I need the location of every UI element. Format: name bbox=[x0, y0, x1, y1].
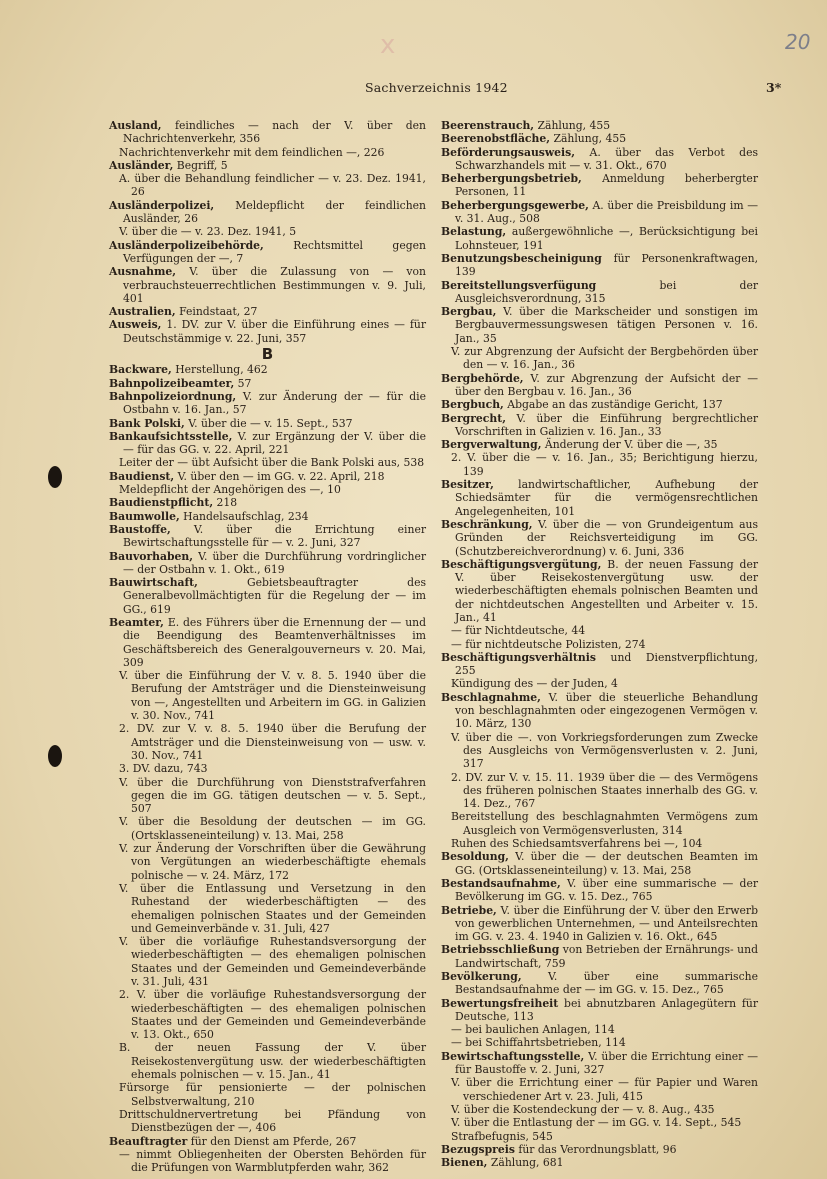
index-reference: Abgabe an das zuständige Gericht, 137 bbox=[507, 398, 723, 412]
index-subentry: V. über die —. von Vorkriegsforderungen zum Zwecke des Ausgleichs von Vermögensverlusten v. 2. Juni, 317 bbox=[451, 730, 758, 771]
index-keyword: Bergverwaltung, bbox=[441, 438, 542, 452]
index-subentry: V. zur Abgrenzung der Aufsicht der Bergbehörden über den — v. 16. Jan., 36 bbox=[451, 345, 758, 372]
index-reference: V. über die — v. 15. Sept., 537 bbox=[188, 416, 353, 430]
index-entry bbox=[109, 377, 426, 390]
index-subentry: V. über die Errichtung einer — für Papier und Waren verschiedener Art v. 23. Juli, 415 bbox=[451, 1076, 758, 1103]
index-keyword: Beerenstrauch, bbox=[441, 119, 535, 132]
index-entry bbox=[441, 146, 758, 173]
index-reference: außergewöhnliche —, Berücksichtigung bei Lohnsteuer, 191 bbox=[455, 225, 758, 252]
index-entry bbox=[441, 252, 758, 279]
index-keyword: Australien, bbox=[109, 305, 176, 319]
index-reference: V. über die steuerliche Behandlung von beschlagnahmten oder eingezogenen Vermögen v. 10. März, 130 bbox=[455, 690, 758, 731]
index-keyword: Beschäftigungsvergütung, bbox=[441, 557, 602, 571]
index-keyword: Bauwirtschaft, bbox=[109, 576, 198, 590]
index-reference: 218 bbox=[216, 496, 238, 510]
index-reference: V. zur Ergänzung der V. über die — für das GG. v. 22. April, 221 bbox=[123, 429, 426, 457]
index-entry bbox=[441, 199, 758, 226]
index-reference: V. zur Abgrenzung der Aufsicht der — über den Bergbau v. 16. Jan., 36 bbox=[455, 371, 759, 398]
index-keyword: Ausländerpolizei, bbox=[109, 198, 215, 212]
index-subentry: — nimmt Obliegenheiten der Obersten Behörden für die Prüfungen von Warmblutpferden wahr, 362 bbox=[119, 1147, 426, 1175]
index-entry bbox=[109, 523, 426, 550]
index-keyword: Bewertungsfreiheit bbox=[441, 996, 559, 1010]
index-entry bbox=[109, 305, 426, 318]
index-subentry: — bei Schiffahrtsbetrieben, 114 bbox=[451, 1036, 626, 1050]
index-entry bbox=[441, 877, 758, 904]
index-keyword: Bankaufsichtsstelle, bbox=[109, 429, 233, 443]
index-keyword: Bank Polski, bbox=[109, 416, 185, 430]
index-entry bbox=[441, 970, 758, 997]
index-keyword: Betriebe, bbox=[441, 903, 497, 917]
index-keyword: Belastung, bbox=[441, 225, 507, 239]
index-entry bbox=[109, 199, 426, 226]
index-entry bbox=[441, 1143, 758, 1156]
index-keyword: Bienen, bbox=[441, 1156, 488, 1170]
index-subentry: V. zur Änderung der Vorschriften über die Gewährung von Vergütungen an wiederbeschäftigte ehemals polnische — v. 24. März, 172 bbox=[119, 842, 426, 882]
index-keyword: Ausnahme, bbox=[109, 265, 177, 279]
index-keyword: Betriebsschließung bbox=[441, 943, 560, 957]
index-keyword: Bestandsaufnahme, bbox=[441, 876, 561, 890]
index-subentry: V. über die Einführung der V. v. 8. 5. 1940 über die Berufung der Amtsträger und die Diensteinweisung von —, Angestellten und Arbeitern im GG. in Galizien v. 30. Nov., 741 bbox=[119, 669, 426, 723]
index-keyword: Benutzungsbescheinigung bbox=[441, 251, 602, 265]
index-column-left bbox=[109, 119, 426, 1174]
index-entry bbox=[441, 904, 758, 944]
index-reference: bei der Ausgleichsverordnung, 315 bbox=[455, 278, 758, 305]
index-reference: für den Dienst am Pferde, 267 bbox=[190, 1134, 357, 1148]
index-entry bbox=[441, 558, 758, 624]
punch-hole-top bbox=[48, 466, 62, 488]
index-subentry: 2. DV. zur V. v. 15. 11. 1939 über die — des Vermögens des früheren polnischen Staates innerhalb des GG. v. 14. Dez., 767 bbox=[451, 770, 758, 811]
index-keyword: Ausländer, bbox=[109, 158, 174, 172]
index-subentry: 2. V. über die — v. 16. Jan., 35; Berichtigung hierzu, 139 bbox=[451, 451, 758, 478]
index-reference: V. über die Durchführung vordringlicher — der Ostbahn v. 1. Okt., 619 bbox=[123, 549, 426, 576]
index-entry bbox=[441, 943, 758, 970]
index-keyword: Bevölkerung, bbox=[441, 970, 522, 983]
index-keyword: Ausländerpolizeibehörde, bbox=[109, 238, 264, 252]
index-entry bbox=[109, 430, 426, 457]
index-entry bbox=[441, 478, 758, 518]
index-keyword: Ausweis, bbox=[109, 318, 162, 332]
index-reference: A. über das Verbot des Schwarzhandels mit — v. 31. Okt., 670 bbox=[455, 145, 759, 172]
index-subentry: V. über die Besoldung der deutschen — im GG. (Ortsklasseneinteilung) v. 13. Mai, 258 bbox=[119, 815, 426, 842]
index-subentry: Fürsorge für pensionierte — der polnischen Selbstverwaltung, 210 bbox=[119, 1081, 426, 1108]
index-subentry: 2. DV. zur V. v. 8. 5. 1940 über die Berufung der Amtsträger und die Diensteinweisung von — usw. v. 30. Nov., 741 bbox=[119, 722, 426, 762]
index-keyword: Bahnpolizeiordnung, bbox=[109, 389, 237, 403]
index-subentry: V. über die Durchführung von Dienststrafverfahren gegen die im GG. tätigen deutschen — v. 5. Sept., 507 bbox=[119, 775, 426, 816]
index-entry bbox=[441, 132, 758, 145]
index-entry bbox=[441, 225, 758, 252]
index-entry bbox=[109, 417, 426, 430]
index-keyword: Bergbehörde, bbox=[441, 371, 524, 385]
index-reference: Begriff, 5 bbox=[176, 158, 228, 172]
index-reference: 57 bbox=[237, 376, 252, 390]
index-subentry: 2. V. über die vorläufige Ruhestandsversorgung der wiederbeschäftigten — des ehemaligen polnischen Staates und der Gemeinden und Gemeindeverbände v. 13. Okt., 650 bbox=[119, 988, 426, 1042]
page-number: 3* bbox=[766, 80, 782, 95]
index-subentry: Kündigung des — der Juden, 4 bbox=[451, 677, 618, 691]
index-reference: und Dienstverpflichtung, 255 bbox=[455, 650, 759, 678]
index-entry bbox=[109, 576, 426, 616]
index-reference: Zählung, 455 bbox=[537, 119, 611, 132]
index-reference: für das Verordnungsblatt, 96 bbox=[518, 1142, 677, 1156]
index-reference: Änderung der V. über die —, 35 bbox=[544, 438, 718, 452]
index-keyword: Bezugspreis bbox=[441, 1142, 515, 1156]
index-entry bbox=[109, 550, 426, 577]
index-reference: von Betrieben der Ernährungs- und Landwirtschaft, 759 bbox=[455, 943, 758, 970]
index-subentry: — für Nichtdeutsche, 44 bbox=[451, 624, 586, 638]
index-keyword: Baustoffe, bbox=[109, 522, 171, 536]
index-reference: V. über die Errichtung einer Bewirtschaftungsstelle für — v. 2. Juni, 327 bbox=[123, 522, 426, 550]
index-reference: V. über eine summarische — der Bevölkerung im GG. v. 15. Dez., 765 bbox=[455, 876, 758, 904]
index-subentry: Bereitstellung des beschlagnahmten Vermögens zum Ausgleich von Vermögensverlusten, 314 bbox=[451, 810, 758, 837]
index-entry bbox=[441, 305, 758, 345]
index-keyword: Bergbau, bbox=[441, 305, 497, 319]
index-subentry: V. über die Kostendeckung der — v. 8. Aug., 435 bbox=[451, 1102, 715, 1116]
index-reference: V. über die Markscheider und sonstigen im Bergbauvermessungswesen tätigen Personen v. 16. Jan., 35 bbox=[455, 305, 758, 345]
index-subentry: Nachrichtenverkehr mit dem feindlichen —, 226 bbox=[119, 145, 385, 159]
index-entry bbox=[109, 1135, 426, 1148]
index-entry bbox=[441, 398, 758, 411]
index-reference: 1. DV. zur V. über die Einführung eines — für Deutschstämmige v. 22. Juni, 357 bbox=[123, 318, 426, 345]
index-reference: V. über die Einführung bergrechtlicher Vorschriften in Galizien v. 16. Jan., 33 bbox=[455, 411, 758, 438]
index-reference: Rechtsmittel gegen Verfügungen der —, 7 bbox=[123, 238, 426, 265]
index-keyword: Backware, bbox=[109, 363, 172, 377]
index-column-right bbox=[441, 119, 758, 1169]
handwritten-page-note: 20 bbox=[785, 30, 811, 54]
index-subentry: V. über die vorläufige Ruhestandsversorgung der wiederbeschäftigten — des ehemaligen polnischen Staates und der Gemeinden und Gemeindeverbände v. 31. Juli, 431 bbox=[119, 935, 426, 988]
index-entry bbox=[441, 1156, 758, 1169]
index-entry bbox=[109, 318, 426, 345]
index-entry bbox=[109, 119, 426, 146]
index-keyword: Bauvorhaben, bbox=[109, 549, 194, 563]
index-entry bbox=[109, 159, 426, 172]
index-keyword: Beamter, bbox=[109, 615, 164, 629]
index-reference: A. über die Preisbildung im — v. 31. Aug., 508 bbox=[455, 198, 758, 226]
index-entry bbox=[109, 510, 426, 523]
index-keyword: Bergbuch, bbox=[441, 398, 504, 412]
index-keyword: Bahnpolizeibeamter, bbox=[109, 376, 235, 390]
index-reference: bei abnutzbaren Anlagegütern für Deutsche, 113 bbox=[455, 996, 758, 1023]
index-reference: Zählung, 681 bbox=[490, 1156, 564, 1170]
index-subentry: Leiter der — übt Aufsicht über die Bank Polski aus, 538 bbox=[119, 456, 425, 470]
index-keyword: Beauftragter bbox=[109, 1134, 188, 1148]
index-subentry: Drittschuldnervertretung bei Pfändung von Dienstbezügen der —, 406 bbox=[119, 1107, 426, 1135]
index-keyword: Beförderungsausweis, bbox=[441, 145, 575, 159]
index-reference: V. über die — von Grundeigentum aus Gründen der Reichsverteidigung im GG. (Schutzbereichverordnung) v. 6. Juni, 336 bbox=[455, 517, 758, 558]
index-entry bbox=[441, 850, 758, 877]
index-keyword: Besitzer, bbox=[441, 478, 494, 492]
index-entry bbox=[441, 651, 758, 678]
index-reference: Zählung, 455 bbox=[553, 132, 627, 146]
index-entry bbox=[441, 172, 758, 199]
index-entry bbox=[109, 265, 426, 305]
index-keyword: Beerenobstfläche, bbox=[441, 132, 550, 146]
index-subentry: — für nichtdeutsche Polizisten, 274 bbox=[451, 637, 646, 651]
index-keyword: Bewirtschaftungsstelle, bbox=[441, 1049, 585, 1063]
index-keyword: Bergrecht, bbox=[441, 411, 506, 425]
index-subentry: V. über die Entlassung und Versetzung in den Ruhestand der wiederbeschäftigten — des ehemaligen polnischen Staates und der Gemeinden und Gemeinverbände v. 31. Juli, 427 bbox=[119, 881, 426, 935]
punch-hole-bottom bbox=[48, 745, 62, 767]
index-reference: feindliches — nach der V. über den Nachrichtenverkehr, 356 bbox=[123, 119, 427, 146]
index-entry bbox=[109, 239, 426, 266]
index-keyword: Ausland, bbox=[109, 119, 162, 132]
index-keyword: Beschäftigungsverhältnis bbox=[441, 650, 596, 664]
page-title: Sachverzeichnis 1942 bbox=[365, 80, 508, 95]
index-reference: V. über die — der deutschen Beamten im GG. (Ortsklasseneinteilung) v. 13. Mai, 258 bbox=[455, 850, 758, 877]
index-reference: Feindstaat, 27 bbox=[179, 305, 258, 319]
index-entry bbox=[441, 119, 758, 132]
index-reference: landwirtschaftlicher, Aufhebung der Schiedsämter für die vermögensrechtlichen Angelegenheiten, 101 bbox=[455, 478, 758, 518]
index-subentry: Meldepflicht der Angehörigen des —, 10 bbox=[119, 483, 341, 497]
index-entry bbox=[441, 279, 758, 306]
index-keyword: Beherbergungsbetrieb, bbox=[441, 172, 582, 186]
index-keyword: Bereitstellungsverfügung bbox=[441, 278, 597, 292]
index-keyword: Baudienstpflicht, bbox=[109, 496, 214, 510]
stamp-mark: x bbox=[380, 30, 396, 60]
index-entry bbox=[109, 363, 426, 376]
index-subentry: V. über die Entlastung der — im GG. v. 14. Sept., 545 bbox=[451, 1116, 742, 1130]
index-reference: V. zur Änderung der — für die Ostbahn v. 16. Jan., 57 bbox=[123, 389, 426, 417]
index-subentry: B. der neuen Fassung der V. über Reisekostenvergütung usw. der wiederbeschäftigten ehemals polnischen — v. 15. Jan., 41 bbox=[119, 1041, 426, 1082]
index-subentry: Ruhen des Schiedsamtsverfahrens bei —, 104 bbox=[451, 837, 703, 851]
index-entry bbox=[441, 412, 758, 439]
index-reference: E. des Führers über die Ernennung der — und die Beendigung des Beamtenverhältnisses im Geschäftsbereich des Generalgouverneurs v. 20. Mai, 309 bbox=[123, 615, 427, 669]
index-entry bbox=[441, 438, 758, 451]
index-entry bbox=[441, 518, 758, 558]
index-reference: Anmeldung beherbergter Personen, 11 bbox=[455, 172, 758, 199]
index-reference: V. über eine summarische Bestandsaufnahme der — im GG. v. 15. Dez., 765 bbox=[455, 970, 758, 997]
index-keyword: Besoldung, bbox=[441, 850, 509, 864]
index-entry bbox=[441, 997, 758, 1024]
index-reference: V. über die Zulassung von — von verbrauchsteuerrechtlichen Bestimmungen v. 9. Juli, 401 bbox=[123, 265, 426, 305]
index-keyword: Baumwolle, bbox=[109, 509, 180, 523]
index-keyword: Baudienst, bbox=[109, 469, 175, 483]
index-entry bbox=[109, 616, 426, 669]
index-reference: Herstellung, 462 bbox=[175, 363, 268, 377]
index-entry bbox=[109, 496, 426, 509]
index-reference: V. über den — im GG. v. 22. April, 218 bbox=[177, 469, 385, 483]
index-reference: B. der neuen Fassung der V. über Reisekostenvergütung usw. der wiederbeschäftigten ehemals polnischen Beamten und der nichtdeutschen Angestellten und Arbeiter v. 15. Jan., 41 bbox=[455, 557, 758, 624]
index-subentry: Strafbefugnis, 545 bbox=[451, 1129, 553, 1143]
index-entry bbox=[109, 390, 426, 417]
index-entry bbox=[441, 691, 758, 731]
index-entry bbox=[441, 1050, 758, 1077]
index-entry bbox=[109, 470, 426, 483]
index-subentry: — bei baulichen Anlagen, 114 bbox=[451, 1023, 615, 1037]
index-reference: Meldepflicht der feindlichen Ausländer, 26 bbox=[123, 198, 426, 226]
index-subentry: 3. DV. dazu, 743 bbox=[119, 762, 208, 776]
index-subentry: A. über die Behandlung feindlicher — v. 23. Dez. 1941, 26 bbox=[119, 172, 426, 199]
index-reference: V. über die Errichtung einer — für Baustoffe v. 2. Juni, 327 bbox=[455, 1049, 758, 1077]
index-subentry: V. über die — v. 23. Dez. 1941, 5 bbox=[119, 225, 297, 239]
index-reference: Handelsaufschlag, 234 bbox=[183, 509, 309, 523]
index-entry bbox=[441, 372, 758, 399]
index-keyword: Beschränkung, bbox=[441, 517, 533, 531]
section-letter: B bbox=[261, 345, 274, 364]
index-keyword: Beschlagnahme, bbox=[441, 690, 541, 704]
index-reference: Gebietsbeauftragter des Generalbevollmächtigten für die Regelung der — im GG., 619 bbox=[123, 576, 426, 616]
index-reference: für Personenkraftwagen, 139 bbox=[455, 251, 758, 279]
index-reference: V. über die Einführung der V. über den Erwerb von gewerblichen Unternehmen, — und Anteilsrechten im GG. v. 23. 4. 1940 in Galizien v. 16. Okt., 645 bbox=[455, 903, 758, 944]
index-keyword: Beherbergungsgewerbe, bbox=[441, 198, 589, 212]
